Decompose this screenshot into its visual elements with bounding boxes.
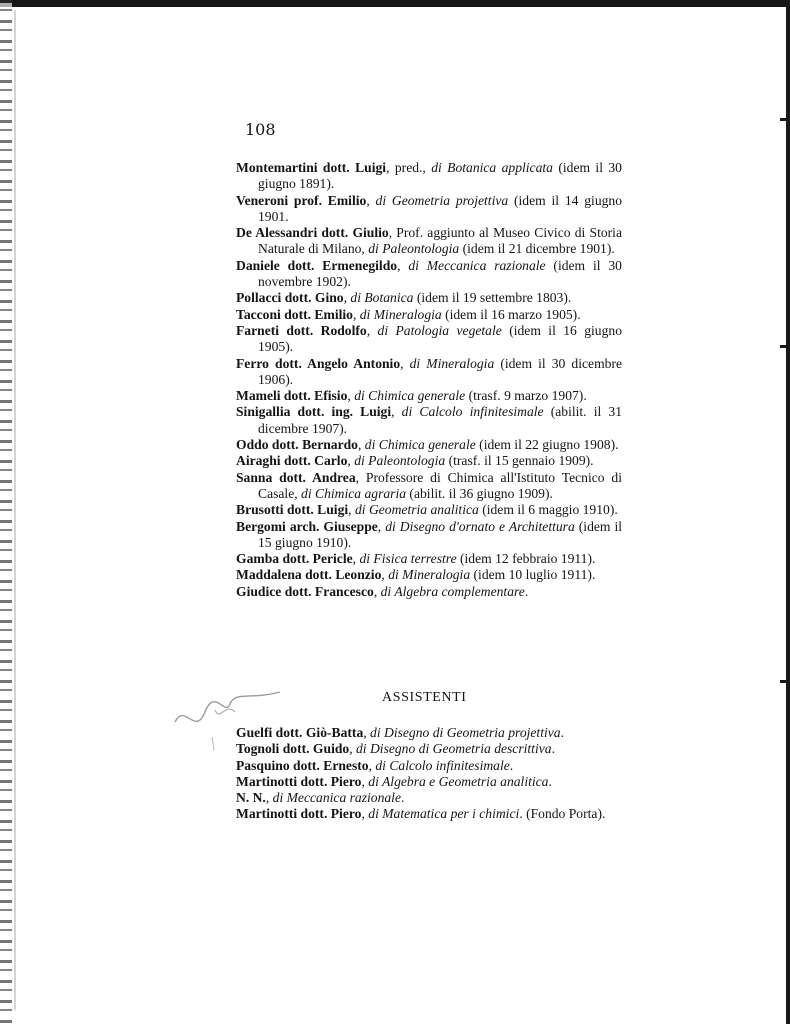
- entry-text: ,: [357, 437, 365, 453]
- list-item: [236, 584, 622, 600]
- entry-text: ,: [366, 192, 376, 208]
- entry-subject: di Geometria projettiva: [375, 192, 509, 208]
- entry-name: Ferro dott. Angelo Antonio: [236, 355, 401, 371]
- entry-text: ,: [381, 567, 389, 583]
- entry-name: Daniele dott. Ermenegildo: [236, 257, 398, 273]
- entry-text: ,: [343, 290, 351, 306]
- list-item: [236, 307, 622, 323]
- entry-name: Bergomi arch. Giuseppe: [236, 518, 378, 534]
- entry-text: ,: [400, 355, 410, 371]
- scan-right-tick: [780, 680, 790, 683]
- list-item: [236, 258, 622, 291]
- entry-text: ,: [347, 453, 355, 469]
- entry-text: (abilit. il 31 dicembre 1907).: [258, 404, 622, 436]
- list-item: [236, 806, 622, 822]
- entry-name: Veneroni prof. Emilio: [236, 192, 367, 208]
- entry-subject: di Disegno di Geometria descrittiva: [356, 741, 552, 757]
- list-item: [236, 758, 622, 774]
- list-item: [236, 725, 622, 741]
- entry-name: Sinigallia dott. ing. Luigi: [236, 404, 392, 420]
- entry-subject: di Botanica: [350, 290, 414, 306]
- entry-text: , Prof. aggiunto al Museo Civico di Storia Naturale di Milano,: [258, 225, 622, 257]
- entry-text: .: [524, 583, 529, 599]
- scan-right-tick: [780, 345, 790, 348]
- entry-text: ,: [363, 725, 371, 740]
- entry-subject: di Patologia vegetale: [377, 322, 502, 338]
- entry-subject: di Geometria analitica: [354, 502, 479, 518]
- entry-text: ,: [366, 322, 378, 338]
- list-item: [236, 567, 622, 583]
- entry-text: ,: [368, 757, 376, 773]
- entry-text: ,: [265, 790, 273, 806]
- list-item: [236, 470, 622, 503]
- list-item: [236, 502, 622, 518]
- entry-name: Giudice dott. Francesco: [236, 583, 374, 599]
- entry-text: (idem il 16 marzo 1905).: [441, 306, 581, 322]
- entry-subject: di Mineralogia: [388, 567, 471, 583]
- entry-text: ,: [352, 551, 360, 567]
- entry-text: .: [560, 725, 564, 740]
- entry-text: (abilit. il 36 giugno 1909).: [406, 485, 553, 501]
- entry-name: Guelfi dott. Giò-Batta: [236, 725, 364, 740]
- entry-subject: di Mineralogia: [359, 306, 442, 322]
- entry-text: (idem il 21 dicembre 1901).: [459, 241, 615, 257]
- entry-subject: di Disegno di Geometria projettiva: [370, 725, 561, 740]
- section-heading: ASSISTENTI: [382, 690, 467, 705]
- entry-name: De Alessandri dott. Giulio: [236, 225, 389, 241]
- list-item: [236, 551, 622, 567]
- entry-text: (idem il 22 giugno 1908).: [475, 437, 619, 453]
- scan-right-border: [786, 0, 790, 1024]
- entry-text: (idem il 15 giugno 1910).: [258, 518, 623, 550]
- entry-text: (idem il 30 novembre 1902).: [258, 257, 622, 290]
- entry-subject: di Disegno d'ornato e Architettura: [385, 518, 575, 534]
- entry-text: ,: [397, 257, 409, 273]
- entry-text: ,: [391, 404, 402, 420]
- list-item: [236, 774, 622, 790]
- entry-name: Maddalena dott. Leonzio: [236, 567, 382, 583]
- entry-text: (idem il 6 maggio 1910).: [478, 502, 618, 518]
- entry-text: ,: [361, 806, 369, 822]
- scan-right-tick: [780, 118, 790, 121]
- list-item: [236, 160, 622, 193]
- entry-text: .: [548, 773, 552, 789]
- entry-text: (idem il 16 giugno 1905).: [258, 322, 622, 355]
- entry-name: Airaghi dott. Carlo: [236, 453, 348, 469]
- assistants-list: [236, 725, 622, 823]
- staff-entries-list: [236, 160, 622, 600]
- entry-text: , pred.,: [386, 160, 432, 175]
- entry-subject: di Meccanica razionale: [408, 257, 546, 273]
- entry-subject: di Fisica terrestre: [359, 551, 457, 567]
- entry-subject: di Matematica per i chimici: [368, 806, 520, 822]
- entry-subject: di Botanica applicata: [431, 160, 553, 175]
- list-item: [236, 404, 622, 437]
- entry-text: ,: [347, 388, 355, 404]
- entry-subject: di Chimica agraria: [301, 485, 407, 501]
- entry-text: .: [509, 757, 514, 773]
- list-item: [236, 323, 622, 356]
- entry-text: .: [401, 790, 405, 806]
- list-item: [236, 437, 622, 453]
- list-item: [236, 193, 622, 226]
- entry-subject: di Algebra e Geometria analitica: [368, 773, 549, 789]
- entry-text: (idem il 14 giugno 1901.: [258, 192, 623, 224]
- entry-subject: di Chimica generale: [364, 437, 476, 453]
- entry-name: Pollacci dott. Gino: [236, 290, 344, 306]
- list-item: [236, 225, 622, 258]
- list-item: [236, 519, 622, 552]
- page-number: 108: [245, 120, 276, 139]
- entry-name: Sanna dott. Andrea: [236, 469, 356, 485]
- list-item: [236, 790, 622, 806]
- list-item: [236, 741, 622, 757]
- entry-text: ,: [377, 518, 386, 534]
- entry-name: N. N.: [236, 790, 266, 806]
- entry-subject: di Paleontologia: [368, 241, 460, 257]
- entry-text: (trasf. 9 marzo 1907).: [465, 388, 587, 404]
- entry-name: Montemartini dott. Luigi: [236, 160, 387, 175]
- entry-text: (idem il 30 giugno 1891).: [258, 160, 622, 192]
- entry-name: Martinotti dott. Piero: [236, 773, 362, 789]
- entry-text: (trasf. il 15 gennaio 1909).: [445, 453, 594, 469]
- list-item: [236, 356, 622, 389]
- entry-subject: di Mineralogia: [409, 355, 495, 371]
- entry-text: ,: [348, 502, 355, 518]
- entry-name: Pasquino dott. Ernesto: [236, 757, 369, 773]
- entry-subject: di Paleontologia: [354, 453, 446, 469]
- list-item: [236, 388, 622, 404]
- entry-subject: di Algebra complementare: [380, 583, 525, 599]
- entry-name: Gamba dott. Pericle: [236, 551, 353, 567]
- scan-left-shadow: [14, 10, 16, 1010]
- entry-name: Brusotti dott. Luigi: [236, 502, 349, 518]
- entry-subject: di Meccanica razionale: [272, 790, 401, 806]
- entry-text: (idem il 19 settembre 1803).: [413, 290, 572, 306]
- entry-text: (idem 12 febbraio 1911).: [456, 551, 596, 567]
- entry-name: Tacconi dott. Emilio: [236, 306, 353, 322]
- entry-name: Farneti dott. Rodolfo: [236, 322, 367, 338]
- entry-text: .: [551, 741, 555, 757]
- entry-subject: di Chimica generale: [354, 388, 466, 404]
- list-item: [236, 290, 622, 306]
- entry-text: . (Fondo Porta).: [519, 806, 606, 822]
- entry-name: Mameli dott. Efisio: [236, 388, 348, 404]
- scan-top-border: [0, 0, 790, 7]
- entry-text: ,: [373, 583, 381, 599]
- entry-subject: di Calcolo infinitesimale: [375, 757, 510, 773]
- entry-text: , Professore di Chimica all'Istituto Tecnico di Casale,: [258, 469, 622, 501]
- entry-name: Oddo dott. Bernardo: [236, 437, 358, 453]
- entry-text: ,: [349, 741, 356, 757]
- entry-subject: di Calcolo infinitesimale: [401, 404, 544, 420]
- entry-text: (idem il 30 dicembre 1906).: [258, 355, 623, 387]
- list-item: [236, 453, 622, 469]
- scan-left-binding: [0, 0, 12, 1024]
- entry-name: Martinotti dott. Piero: [236, 806, 362, 822]
- entry-name: Tognoli dott. Guido: [236, 741, 350, 757]
- entry-text: (idem 10 luglio 1911).: [470, 567, 596, 583]
- entry-text: ,: [361, 773, 369, 789]
- entry-text: ,: [352, 306, 360, 322]
